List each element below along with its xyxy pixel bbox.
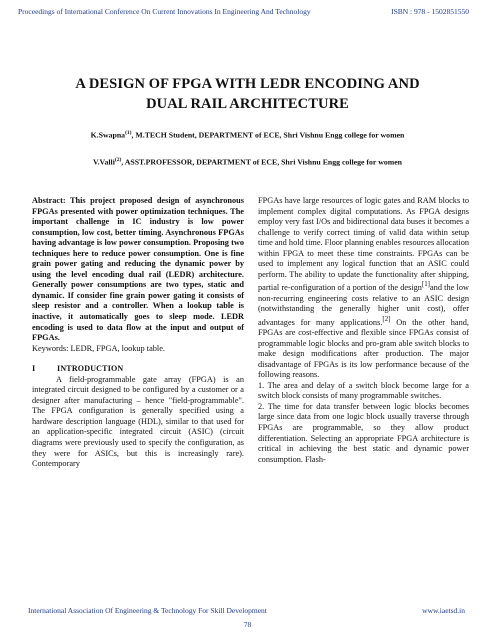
section-heading-introduction (32, 364, 244, 375)
citation-1: [1] (421, 281, 430, 289)
author-1-affiliation: , M.TECH Student, DEPARTMENT of ECE, Shri Vishnu Engg college for women (131, 130, 405, 140)
page-number: 78 (243, 620, 252, 629)
footer-association: International Association Of Engineering & Technology For Skill Development (28, 606, 267, 615)
author-2-mark: (2) (114, 157, 122, 163)
right-text-c: On the other hand, FPGAs are cost-effective and flexible since FPGAs consist of programmable logic blocks and pro-gram able switch blocks to make design modifications after production. The major disadvantage of FPGAs is its low performance because of the following reasons. (258, 317, 469, 380)
author-2-name: V.Valli (92, 157, 115, 167)
citation-2: [2] (382, 315, 391, 323)
title-line-2: DUAL RAIL ARCHITECTURE (146, 96, 349, 112)
keywords: Keywords: LEDR, FPGA, lookup table. (32, 343, 165, 353)
title-line-1: A DESIGN OF FPGA WITH LEDR ENCODING AND (75, 76, 420, 92)
right-text-a: FPGAs have large resources of logic gates and RAM blocks to implement complex digital computations. As FPGA designs employ very fast I/Os and bidirectional data buses it becomes a challenge to verify correct timing of valid data within setup time and hold time. Floor planning enables resources allocation within FPGA to meet these time constraints. FPGAs can be used to implement any logical function that an ASIC could perform. The ability to update the functionality after shipping, partial re-configuration of a portion of the design (258, 196, 469, 293)
left-column (32, 196, 244, 470)
author-2 (0, 157, 495, 167)
section-number: I (32, 364, 36, 374)
header-proceedings: Proceedings of International Conference On Current Innovations In Engineering And Technology (18, 7, 311, 16)
author-1 (0, 130, 495, 140)
author-2-affiliation: , ASST.PROFESSOR, DEPARTMENT of ECE, Shri Vishnu Engg college for women (121, 157, 403, 167)
right-paragraph (258, 196, 469, 381)
paper-title (30, 74, 465, 114)
right-column (258, 196, 469, 465)
reason-item-1: 1. The area and delay of a switch block become large for a switch block consists of many programmable switches. (258, 380, 469, 401)
reason-item-2: 2. The time for data transfer between logic blocks becomes large since data from one logic block usually traverse through FPGAs are programmable, so they allow product differentiation. Selecting an appropriate FPGA architecture is critical in achieving the best static and dynamic power consumption. Flash- (258, 401, 469, 464)
author-1-name: K.Swapna (90, 130, 126, 140)
introduction-paragraph: A field-programmable gate array (FPGA) is an integrated circuit designed to be configured by a customer or a designer after manufacturing – hence "field-programmable". The FPGA configuration is generally specified using a hardware description language (HDL), similar to that used for an application-specific integrated circuit (ASIC) (circuit diagrams were previously used to specify the configuration, as they were for ASICs, but this is increasingly rare). Contemporary (32, 374, 244, 469)
section-title: INTRODUCTION (57, 364, 124, 374)
abstract: Abstract: This project proposed design of asynchronous FPGAs presented with power optimization techniques. The important challenge in IC industry is low power consumption, low cost, better timing. Asynchronous FPGAs having advantage is low power consumption. Proposing two techniques here to reduce power consumption. One is fine grain power gating and reducing the dynamic power by using the level encoding dual rail (LEDR) architecture. Generally power consumptions are two types, static and dynamic. If consider fine grain power gating it consists of sleep resistor and a controller. When a lookup table is inactive, it automatically goes to sleep mode. LEDR encoding is used to data flow at the input and output of FPGAs. (32, 196, 244, 343)
header-isbn: ISBN : 978 - 1502851550 (391, 7, 469, 16)
author-1-mark: (1) (125, 130, 132, 136)
footer-website: www.iaetsd.in (422, 606, 465, 615)
right-text-b: and the low non-recurring engineering costs relative to an ASIC design (notwithstanding the generally higher unit cost), offer advantages for many applications. (258, 283, 469, 327)
